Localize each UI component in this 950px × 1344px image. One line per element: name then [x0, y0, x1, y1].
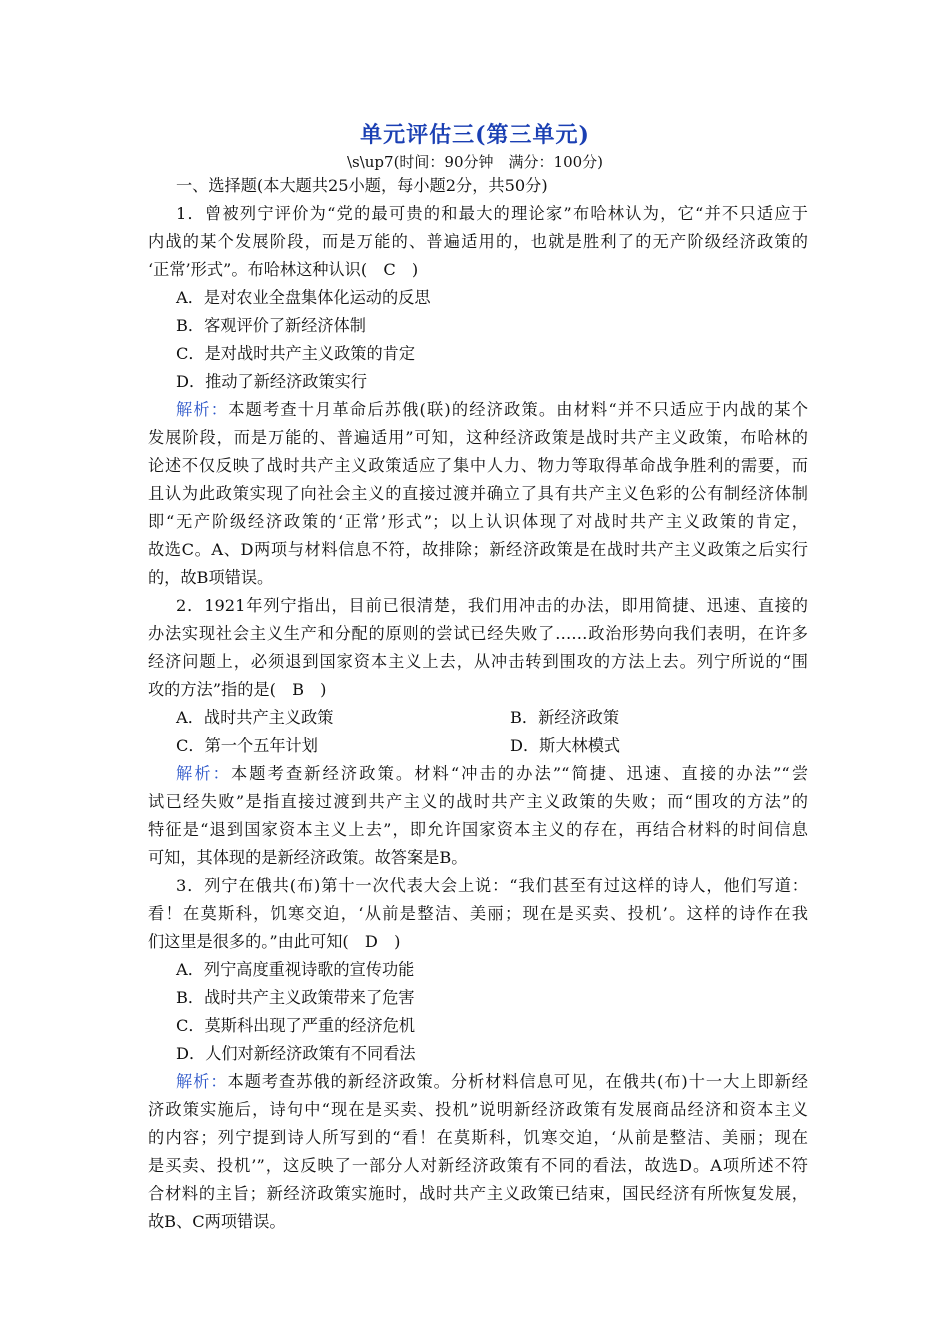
q1-option-a: A．是对农业全盘集体化运动的反思 — [176, 288, 431, 307]
q3-option-b: B．战时共产主义政策带来了危害 — [176, 988, 415, 1007]
q2-option-a: A．战时共产主义政策 — [176, 708, 334, 727]
q1-analysis-line: 即“无产阶级经济政策的‘正常’形式”；以上认识体现了对战时共产主义政策的肯定， — [148, 512, 808, 531]
q2-analysis-line: 可知，其体现的是新经济政策。故答案是B。 — [148, 848, 468, 867]
q3-option-a: A．列宁高度重视诗歌的宣传功能 — [176, 960, 415, 979]
q1-analysis-line: 且认为此政策实现了向社会主义的直接过渡并确立了具有共产主义色彩的公有制经济体制 — [148, 484, 808, 503]
q2-analysis-line: 特征是“退到国家资本主义上去”，即允许国家资本主义的存在，再结合材料的时间信息 — [148, 820, 808, 839]
q2-stem-line: 经济问题上，必须退到国家资本主义上去，从冲击转到围攻的方法上去。列宁所说的“围 — [148, 652, 808, 671]
exam-time-info: \s\up7(时间：90分钟 满分：100分) — [346, 153, 604, 171]
q1-stem-line: ‘正常’形式”。布哈林这种认识( C ) — [148, 260, 419, 279]
q1-analysis-line: 论述不仅反映了战时共产主义政策适应了集中人力、物力等取得革命战争胜利的需要，而 — [148, 456, 808, 475]
q2-option-b: B．新经济政策 — [510, 708, 620, 727]
analysis-label: 解析： — [176, 764, 231, 783]
q3-analysis-line: 解析：本题考查苏俄的新经济政策。分析材料信息可见，在俄共(布)十一大上即新经 — [176, 1072, 808, 1091]
q3-analysis-line: 故B、C两项错误。 — [148, 1212, 286, 1231]
q1-stem-line: 1．曾被列宁评价为“党的最可贵的和最大的理论家”布哈林认为，它“并不只适应于 — [176, 204, 808, 223]
q1-option-b: B．客观评价了新经济体制 — [176, 316, 366, 335]
q2-option-c: C．第一个五年计划 — [176, 736, 318, 755]
q3-analysis-line: 济政策实施后，诗句中“现在是买卖、投机”说明新经济政策有发展商品经济和资本主义 — [148, 1100, 808, 1119]
q3-analysis-line: 是买卖、投机’”，这反映了一部分人对新经济政策有不同的看法，故选D。A项所述不符 — [148, 1156, 808, 1175]
q3-analysis-line: 合材料的主旨；新经济政策实施时，战时共产主义政策已结束，国民经济有所恢复发展， — [148, 1184, 808, 1203]
section-heading: 一、选择题(本大题共25小题，每小题2分，共50分) — [176, 176, 548, 195]
q1-analysis-line: 故选C。A、D两项与材料信息不符，故排除；新经济政策是在战时共产主义政策之后实行 — [148, 540, 808, 559]
q1-analysis-line: 解析：本题考查十月革命后苏俄(联)的经济政策。由材料“并不只适应于内战的某个 — [176, 400, 809, 419]
q2-analysis-line: 试已经失败”是指直接过渡到共产主义的战时共产主义政策的失败；而“围攻的方法”的 — [148, 792, 808, 811]
analysis-label: 解析： — [176, 400, 229, 419]
q1-analysis-line: 发展阶段，而是万能的、普遍适用”可知，这种经济政策是战时共产主义政策，布哈林的 — [148, 428, 808, 447]
q1-stem-line: 内战的某个发展阶段，而是万能的、普遍适用的，也就是胜利了的无产阶级经济政策的 — [148, 232, 808, 251]
q2-analysis-line: 解析：本题考查新经济政策。材料“冲击的办法”“简捷、迅速、直接的办法”“尝 — [176, 764, 809, 783]
q3-analysis-line: 的内容；列宁提到诗人所写到的“看！在莫斯科，饥寒交迫，‘从前是整洁、美丽；现在 — [148, 1128, 808, 1147]
q2-option-d: D．斯大林模式 — [510, 736, 621, 755]
q2-stem-line: 2．1921年列宁指出，目前已很清楚，我们用冲击的办法，即用简捷、迅速、直接的 — [176, 596, 808, 615]
q3-stem-line: 们这里是很多的。”由此可知( D ) — [148, 932, 401, 951]
q3-stem-line: 3．列宁在俄共(布)第十一次代表大会上说：“我们甚至有过这样的诗人，他们写道： — [176, 876, 808, 895]
q2-stem-line: 办法实现社会主义生产和分配的原则的尝试已经失败了……政治形势向我们表明，在许多 — [148, 624, 808, 643]
page-title: 单元评估三(第三单元) — [360, 122, 590, 148]
analysis-label: 解析： — [176, 1072, 228, 1091]
q1-analysis-line: 的，故B项错误。 — [148, 568, 274, 587]
q3-option-c: C．莫斯科出现了严重的经济危机 — [176, 1016, 416, 1035]
q3-stem-line: 看！在莫斯科，饥寒交迫，‘从前是整洁、美丽；现在是买卖、投机’。这样的诗作在我 — [148, 904, 808, 923]
q2-stem-line: 攻的方法”指的是( B ) — [148, 680, 327, 699]
q3-option-d: D．人们对新经济政策有不同看法 — [176, 1044, 416, 1063]
q1-option-d: D．推动了新经济政策实行 — [176, 372, 368, 391]
q1-option-c: C．是对战时共产主义政策的肯定 — [176, 344, 416, 363]
